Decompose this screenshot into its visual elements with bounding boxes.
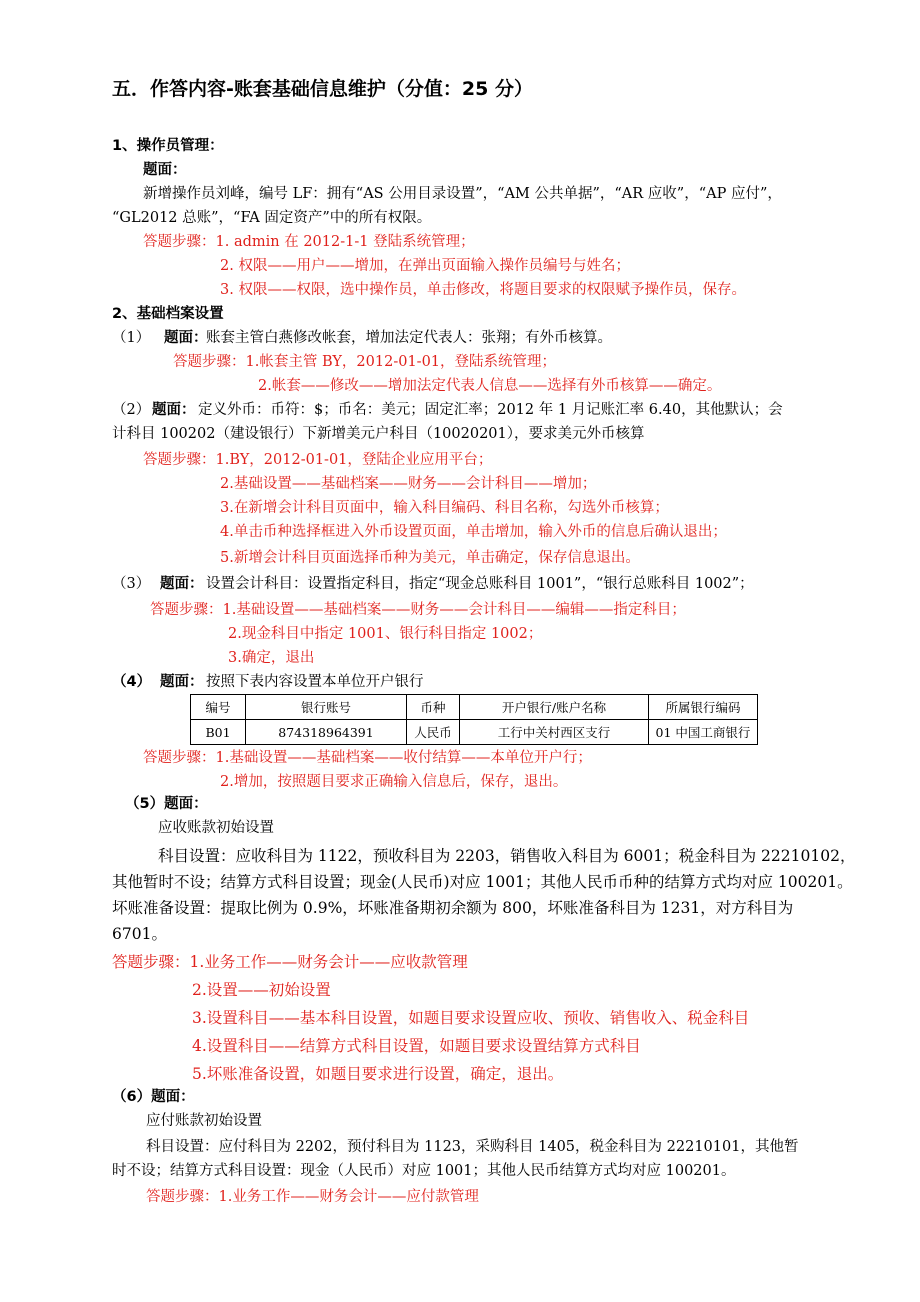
p2-step-2: 2.基础设置——基础档案——财务——会计科目——增加； (220, 476, 597, 492)
p1-question-label: 题面： (164, 330, 208, 346)
p5-line-4: 6701。 (112, 925, 167, 943)
p1-step-1: 答题步骤：1.帐套主管 BY，2012-01-01，登陆系统管理； (173, 354, 557, 370)
p3-step-1: 答题步骤：1.基础设置——基础档案——财务——会计科目——编辑——指定科目； (150, 602, 686, 618)
table-header-cell: 开户银行/账户名称 (460, 695, 649, 720)
p2-step-4: 4.单击币种选择框进入外币设置页面，单击增加，输入外币的信息后确认退出； (220, 524, 727, 540)
p6-heading: （6）题面： (112, 1089, 195, 1105)
p2-step-3: 3.在新增会计科目页面中，输入科目编码、科目名称，勾选外币核算； (220, 500, 669, 516)
table-header-cell: 银行账号 (246, 695, 407, 720)
page-title: 五．作答内容-账套基础信息维护（分值：25 分） (112, 78, 533, 100)
p1-number: （1） (112, 330, 151, 346)
p5-line-1: 科目设置：应收科目为 1122，预收科目为 2203，销售收入科目为 6001；税金科目为 22210102， (158, 847, 856, 865)
s1-step-3: 3. 权限——权限，选中操作员，单击修改，将题目要求的权限赋予操作员，保存。 (220, 282, 746, 298)
p4-step-1: 答题步骤：1.基础设置——基础档案——收付结算——本单位开户行； (143, 750, 592, 766)
p5-heading: （5）题面： (125, 796, 208, 812)
section-2-heading: 2、基础档案设置 (112, 306, 224, 322)
table-header-row (191, 695, 758, 720)
s1-step-2: 2. 权限——用户——增加，在弹出页面输入操作员编号与姓名； (220, 258, 630, 274)
s1-question-label: 题面： (143, 162, 187, 178)
table-cell: B01 (191, 720, 246, 745)
p1-question-text: 账套主管白燕修改帐套，增加法定代表人：张翔；有外币核算。 (206, 330, 612, 346)
p3-step-3: 3.确定，退出 (228, 650, 315, 666)
s1-question-line-1: 新增操作员刘峰，编号 LF：拥有“AS 公用目录设置”，“AM 公共单据”，“AR 应收”，“AP 应付”， (143, 186, 782, 202)
p4-question-text: 按照下表内容设置本单位开户银行 (206, 674, 424, 690)
s1-question-line-2: “GL2012 总账”，“FA 固定资产”中的所有权限。 (112, 210, 432, 226)
table-header-cell: 编号 (191, 695, 246, 720)
p3-number: （3） (112, 576, 151, 592)
section-1-heading: 1、操作员管理： (112, 138, 224, 154)
table-header-cell: 所属银行编码 (649, 695, 758, 720)
p2-question-line-2: 计科目 100202（建设银行）下新增美元户科目（10020201），要求美元外币核算 (112, 426, 645, 442)
p1-step-2: 2.帐套——修改——增加法定代表人信息——选择有外币核算——确定。 (258, 378, 722, 394)
p4-question-label: 题面： (160, 674, 204, 690)
p4-number: （4） (112, 674, 152, 690)
p6-step-1: 答题步骤：1.业务工作——财务会计——应付款管理 (146, 1189, 479, 1205)
table-cell: 01 中国工商银行 (649, 720, 758, 745)
p2-number: （2） (112, 402, 151, 418)
p5-step-1: 答题步骤：1.业务工作——财务会计——应收款管理 (112, 953, 468, 971)
table-cell: 人民币 (407, 720, 460, 745)
p5-step-2: 2.设置——初始设置 (192, 981, 331, 999)
p3-step-2: 2.现金科目中指定 1001、银行科目指定 1002； (228, 626, 543, 642)
p6-line-2: 时不设；结算方式科目设置：现金（人民币）对应 1001；其他人民币结算方式均对应 100201。 (112, 1163, 736, 1179)
p5-line-3: 坏账准备设置：提取比例为 0.9%，坏账准备期初余额为 800，坏账准备科目为 1231，对方科目为 (112, 899, 794, 917)
table-cell: 工行中关村西区支行 (460, 720, 649, 745)
p2-question-line-1: 定义外币：币符：$；币名：美元；固定汇率；2012 年 1 月记账汇率 6.40，其他默认；会 (198, 402, 783, 418)
p5-step-3: 3.设置科目——基本科目设置，如题目要求设置应收、预收、销售收入、税金科目 (192, 1009, 750, 1027)
p2-step-5: 5.新增会计科目页面选择币种为美元，单击确定，保存信息退出。 (220, 550, 640, 566)
table-header-cell: 币种 (407, 695, 460, 720)
bank-account-table (190, 694, 758, 745)
table-cell: 874318964391 (246, 720, 407, 745)
p6-line-1: 科目设置：应付科目为 2202，预付科目为 1123，采购科目 1405，税金科目为 22210101，其他暂 (146, 1139, 799, 1155)
table-row (191, 720, 758, 745)
p5-step-5: 5.坏账准备设置，如题目要求进行设置，确定，退出。 (192, 1065, 564, 1083)
p2-question-label: 题面： (152, 402, 196, 418)
s1-step-1: 答题步骤：1. admin 在 2012-1-1 登陆系统管理； (143, 234, 475, 250)
p2-step-1: 答题步骤：1.BY，2012-01-01，登陆企业应用平台； (143, 452, 493, 468)
p3-question-label: 题面： (160, 576, 204, 592)
p3-question-text: 设置会计科目：设置指定科目，指定“现金总账科目 1001”，“银行总账科目 1002”； (206, 576, 754, 592)
p6-subtitle: 应付账款初始设置 (146, 1113, 262, 1129)
p5-line-2: 其他暂时不设；结算方式科目设置；现金(人民币)对应 1001；其他人民币币种的结算方式均对应 100201。 (112, 873, 853, 891)
p5-subtitle: 应收账款初始设置 (158, 820, 274, 836)
p5-step-4: 4.设置科目——结算方式科目设置，如题目要求设置结算方式科目 (192, 1037, 641, 1055)
p4-step-2: 2.增加，按照题目要求正确输入信息后，保存，退出。 (220, 774, 568, 790)
